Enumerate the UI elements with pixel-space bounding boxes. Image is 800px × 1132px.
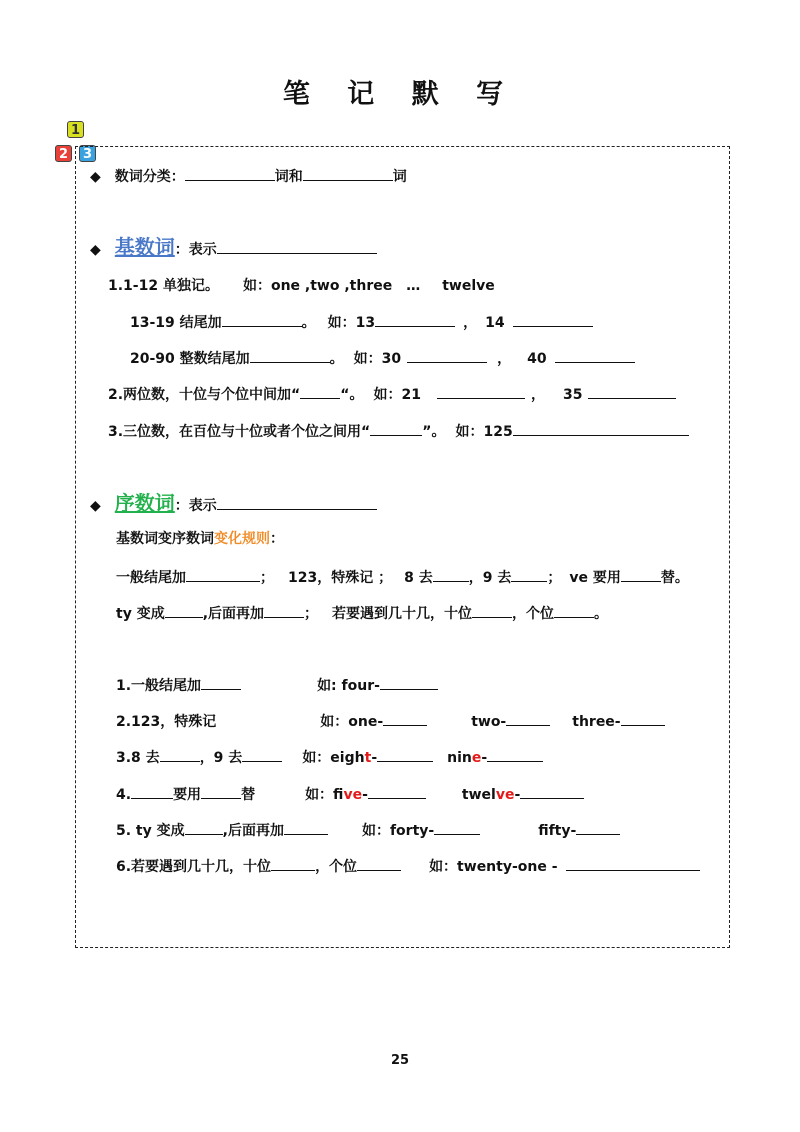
text: 基数词变序数词 [116,531,214,547]
blank[interactable] [380,675,438,690]
blank[interactable] [576,820,620,835]
text: 2.两位数，十位与个位中间加“ [108,387,301,403]
blank[interactable] [506,711,550,726]
ordinal-item-6 [116,856,700,877]
text: ； [260,570,274,586]
cardinal-row-2 [130,312,593,333]
text: ； [304,606,319,622]
blank[interactable] [368,784,426,799]
blank[interactable] [186,567,260,582]
diamond-bullet-icon: ◆ [90,169,101,185]
rule-line-1 [116,567,689,588]
blank[interactable] [300,384,340,399]
blank[interactable] [520,784,584,799]
blank[interactable] [222,312,302,327]
badge-1: 1 [67,121,84,138]
text: 如：fi [305,787,344,803]
text: 5. ty 变成 [116,823,185,839]
blank[interactable] [487,747,543,762]
text: 。 [329,351,344,367]
text: - [371,750,378,766]
blank[interactable] [271,856,315,871]
text: 4. [116,787,132,803]
rule-line-2 [116,603,608,624]
text: 3.三位数，在百位与十位或者个位之间用“ [108,424,371,440]
text: 如：forty- [361,823,435,839]
blank[interactable] [264,603,304,618]
cardinal-row-4 [108,384,676,405]
text: 如：125 [455,424,513,440]
blank[interactable] [160,747,200,762]
red-letter: t [364,750,372,766]
red-letter: e [471,750,482,766]
text: 14 [485,315,505,331]
label: 数词分类： [114,169,185,185]
text: 6.若要遇到几十几，十位 [116,859,272,875]
label: ：表示 [174,242,217,258]
text: ”。 [422,424,446,440]
label: 词和 [274,169,303,185]
text: 如：one- [320,714,384,730]
text: 一般结尾加 [116,570,186,586]
blank[interactable] [383,711,427,726]
text: ty 变成 [116,606,165,622]
text: ， [497,351,512,367]
blank[interactable] [284,820,328,835]
blank[interactable] [165,603,203,618]
ordinal-item-4 [116,784,584,805]
ordinal-item-2 [116,711,665,732]
blank[interactable] [621,567,661,582]
text: twelve [442,278,495,294]
blank[interactable] [370,421,422,436]
text: 若要遇到几十几，十位 [332,606,473,622]
text: “。 [340,387,364,403]
text: ， [530,387,545,403]
text: ， [463,315,478,331]
text: nin [447,750,472,766]
blank[interactable] [250,348,330,363]
cardinal-heading: 基数词 [114,235,175,259]
cardinal-row-1 [108,276,495,296]
blank[interactable] [588,384,676,399]
text: 8 去 [404,570,433,586]
text: 如: four- [317,678,380,694]
text: ,后面再加 [202,606,265,622]
blank[interactable] [131,784,173,799]
text: 如：30 [353,351,402,367]
ordinal-item-3 [116,747,543,768]
blank[interactable] [513,421,689,436]
blank[interactable] [433,567,469,582]
blank[interactable] [185,166,275,181]
blank[interactable] [472,603,512,618]
text: 1.一般结尾加 [116,678,202,694]
text: ： [270,531,284,547]
label: ：表示 [174,498,217,514]
blank[interactable] [434,820,480,835]
text: 20-90 整数结尾加 [130,351,250,367]
text: twel [461,787,496,803]
text: 35 [562,387,583,403]
blank[interactable] [621,711,665,726]
blank[interactable] [375,312,455,327]
blank[interactable] [554,603,594,618]
blank[interactable] [303,166,393,181]
blank[interactable] [437,384,525,399]
text: 如：twenty-one - [429,859,558,875]
text: 2.123，特殊记 [116,714,217,730]
cardinal-row-5 [108,421,689,442]
cardinal-row-3 [130,348,635,369]
diamond-bullet-icon: ◆ [90,242,101,258]
rule-title-row [116,529,284,549]
text: ； [547,570,562,586]
text: ，9 去 [468,570,512,586]
text: two- [471,714,507,730]
text: 13-19 结尾加 [130,315,222,331]
rule-title-highlight: 变化规则 [214,531,270,547]
text: 如：one ,two ,three [242,278,393,294]
blank[interactable] [185,820,223,835]
text: 123，特殊记 ； [288,570,393,586]
text: 。 [594,606,609,622]
text: - [362,787,368,803]
text: … [406,278,421,294]
blank[interactable] [407,348,487,363]
blank[interactable] [357,856,401,871]
text: 。 [301,315,316,331]
ordinal-heading: 序数词 [114,491,175,515]
page-number: 25 [390,1053,410,1068]
badge-3: 3 [79,145,96,162]
text: - [481,750,488,766]
text: ,后面再加 [222,823,284,839]
label: 词 [392,169,407,185]
text: 3.8 去 [116,750,160,766]
blank[interactable] [217,495,377,510]
ordinal-item-5 [116,820,620,841]
text: ，9 去 [199,750,243,766]
text: ，个位 [512,606,555,622]
ordinal-item-1 [116,675,438,696]
blank[interactable] [217,239,377,254]
text: 如：13 [327,315,376,331]
text: three- [572,714,621,730]
text: ve 要用 [569,570,621,586]
text: 要用 [173,787,202,803]
blank[interactable] [566,856,700,871]
cardinal-heading-row [90,234,377,263]
blank[interactable] [511,567,547,582]
text: fifty- [538,823,577,839]
text: 如：21 [373,387,421,403]
text: 替。 [660,570,689,586]
text: ，个位 [315,859,358,875]
red-letters: ve [343,787,363,803]
text: 40 [527,351,547,367]
ordinal-heading-row [90,490,377,519]
text: 1.1-12 单独记。 [108,278,219,294]
blank[interactable] [377,747,433,762]
diamond-bullet-icon: ◆ [90,498,101,514]
numeral-classification-row [90,166,407,187]
red-letters: ve [495,787,515,803]
badge-2: 2 [55,145,72,162]
blank[interactable] [201,675,241,690]
text: - [514,787,521,803]
text: 替 [241,787,256,803]
blank[interactable] [201,784,241,799]
page-title: 笔 记 默 写 [282,79,518,110]
blank[interactable] [242,747,282,762]
text: 如：eigh [302,750,365,766]
blank[interactable] [555,348,635,363]
blank[interactable] [513,312,593,327]
